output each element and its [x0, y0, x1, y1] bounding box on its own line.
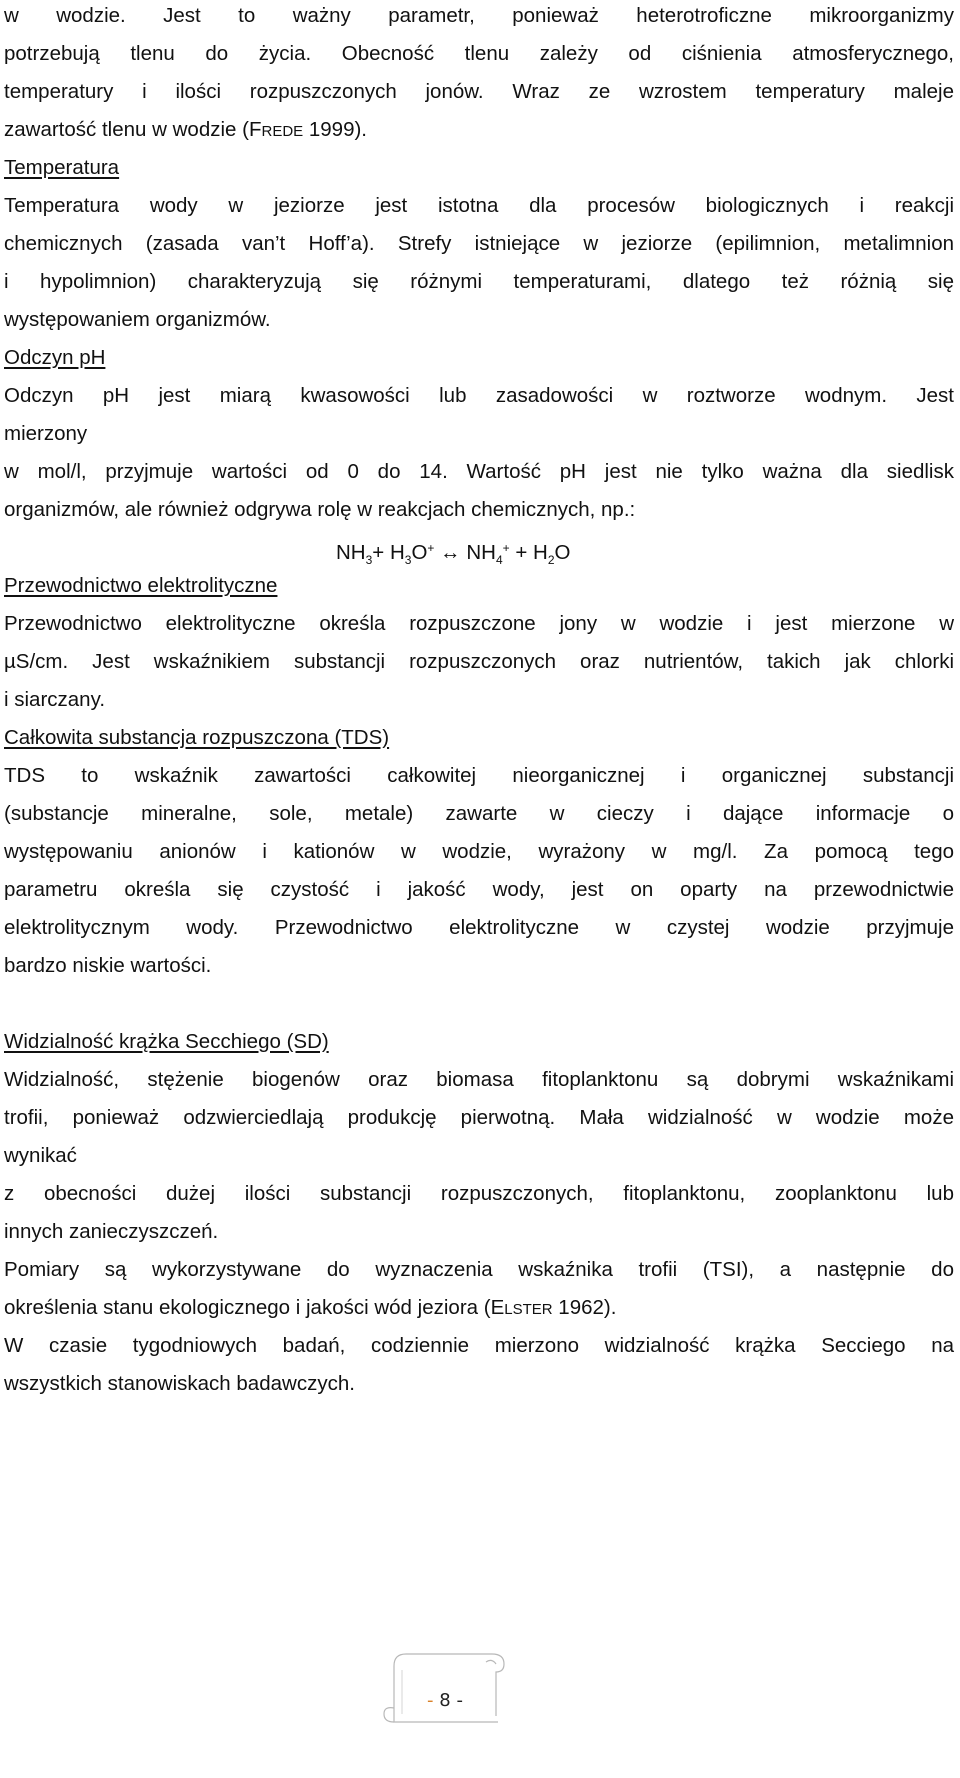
chemical-equation [336, 526, 936, 570]
eq-term: O [411, 541, 428, 564]
scroll-ornament-icon [380, 1640, 510, 1730]
eq-superscript: + [427, 541, 435, 555]
author-small-caps: LSTER [504, 1301, 553, 1318]
paragraph-line: w mol/l, przyjmuje wartości od 0 do 14. Wartość pH jest nie tylko ważna dla siedlisk [4, 460, 954, 483]
paragraph-line: wszystkich stanowiskach badawczych. [4, 1372, 355, 1395]
paragraph-line: i hypolimnion) charakteryzują się różnymi temperaturami, dlatego też różnią się [4, 270, 954, 293]
page-footer [380, 1640, 510, 1730]
page-dash: - [427, 1690, 440, 1711]
eq-subscript: 3 [365, 553, 373, 567]
eq-term: NH [466, 541, 496, 564]
page-dash: - [450, 1690, 463, 1711]
paragraph-line: W czasie tygodniowych badań, codziennie mierzono widzialność krążka Secciego na [4, 1334, 954, 1357]
paragraph-line: Przewodnictwo elektrolityczne określa rozpuszczone jony w wodzie i jest mierzone w [4, 612, 954, 635]
eq-arrow: ↔ [434, 541, 467, 564]
paragraph-line: Pomiary są wykorzystywane do wyznaczenia wskaźnika trofii (TSI), a następnie do [4, 1258, 954, 1281]
paragraph-line: Odczyn pH jest miarą kwasowości lub zasadowości w roztworze wodnym. Jest [4, 384, 954, 407]
eq-subscript: 2 [547, 553, 555, 567]
paragraph-line: parametru określa się czystość i jakość wody, jest on oparty na przewodnictwie [4, 878, 954, 901]
eq-term: O [554, 541, 571, 564]
paragraph-line: TDS to wskaźnik zawartości całkowitej nieorganicznej i organicznej substancji [4, 764, 954, 787]
eq-term: + H [372, 541, 405, 564]
paragraph-line: wynikać [4, 1144, 77, 1167]
text-run: określenia stanu ekologicznego i jakości wód jeziora (E [4, 1296, 505, 1319]
paragraph-line: mierzony [4, 422, 88, 445]
paragraph-line: bardzo niskie wartości. [4, 954, 212, 977]
paragraph-line: Widzialność, stężenie biogenów oraz biomasa fitoplanktonu są dobrymi wskaźnikami [4, 1068, 954, 1091]
paragraph-line: temperatury i ilości rozpuszczonych jonów. Wraz ze wzrostem temperatury maleje [4, 80, 954, 103]
paragraph-line: potrzebują tlenu do życia. Obecność tlenu zależy od ciśnienia atmosferycznego, [4, 42, 954, 65]
paragraph-line: występowaniu anionów i kationów w wodzie, wyrażony w mg/l. Za pomocą tego [4, 840, 954, 863]
paragraph-line: (substancje mineralne, sole, metale) zawarte w cieczy i dające informacje o [4, 802, 954, 825]
paragraph-line: występowaniem organizmów. [4, 308, 271, 331]
paragraph-line: organizmów, ale również odgrywa rolę w reakcjach chemicznych, np.: [4, 498, 636, 521]
paragraph-line [4, 108, 954, 152]
section-heading-temperatura: Temperatura [4, 156, 120, 179]
page-number-value: 8 [439, 1690, 451, 1711]
text-run: zawartość tlenu w wodzie (F [4, 118, 262, 141]
paragraph-line: w wodzie. Jest to ważny parametr, ponieważ heterotroficzne mikroorganizmy [4, 4, 954, 27]
section-heading-ec: Przewodnictwo elektrolityczne [4, 574, 278, 597]
eq-superscript: + [502, 541, 510, 555]
section-heading-tds: Całkowita substancja rozpuszczona (TDS) [4, 726, 390, 749]
paragraph-line: z obecności dużej ilości substancji rozpuszczonych, fitoplanktonu, zooplanktonu lub [4, 1182, 954, 1205]
eq-term: + H [509, 541, 548, 564]
paragraph-line: i siarczany. [4, 688, 106, 711]
text-run: 1999). [303, 118, 367, 141]
paragraph-line: chemicznych (zasada van’t Hoff’a). Strefy istniejące w jeziorze (epilimnion, metalimnion [4, 232, 954, 255]
paragraph-line: innych zanieczyszczeń. [4, 1220, 219, 1243]
eq-term: NH [336, 541, 366, 564]
paragraph-line: elektrolitycznym wody. Przewodnictwo elektrolityczne w czystej wodzie przyjmuje [4, 916, 954, 939]
paragraph-line: trofii, ponieważ odzwierciedlają produkcję pierwotną. Mała widzialność w wodzie może [4, 1106, 954, 1129]
author-small-caps: REDE [261, 123, 304, 140]
page-number [380, 1690, 510, 1711]
section-heading-ph: Odczyn pH [4, 346, 106, 369]
paragraph-line: Temperatura wody w jeziorze jest istotna dla procesów biologicznych i reakcji [4, 194, 954, 217]
eq-subscript: 4 [495, 553, 503, 567]
section-heading-sd: Widzialność krążka Secchiego (SD) [4, 1030, 329, 1053]
text-run: 1962). [552, 1296, 617, 1319]
eq-subscript: 3 [404, 553, 412, 567]
paragraph-line: µS/cm. Jest wskaźnikiem substancji rozpuszczonych oraz nutrientów, takich jak chlorki [4, 650, 954, 673]
